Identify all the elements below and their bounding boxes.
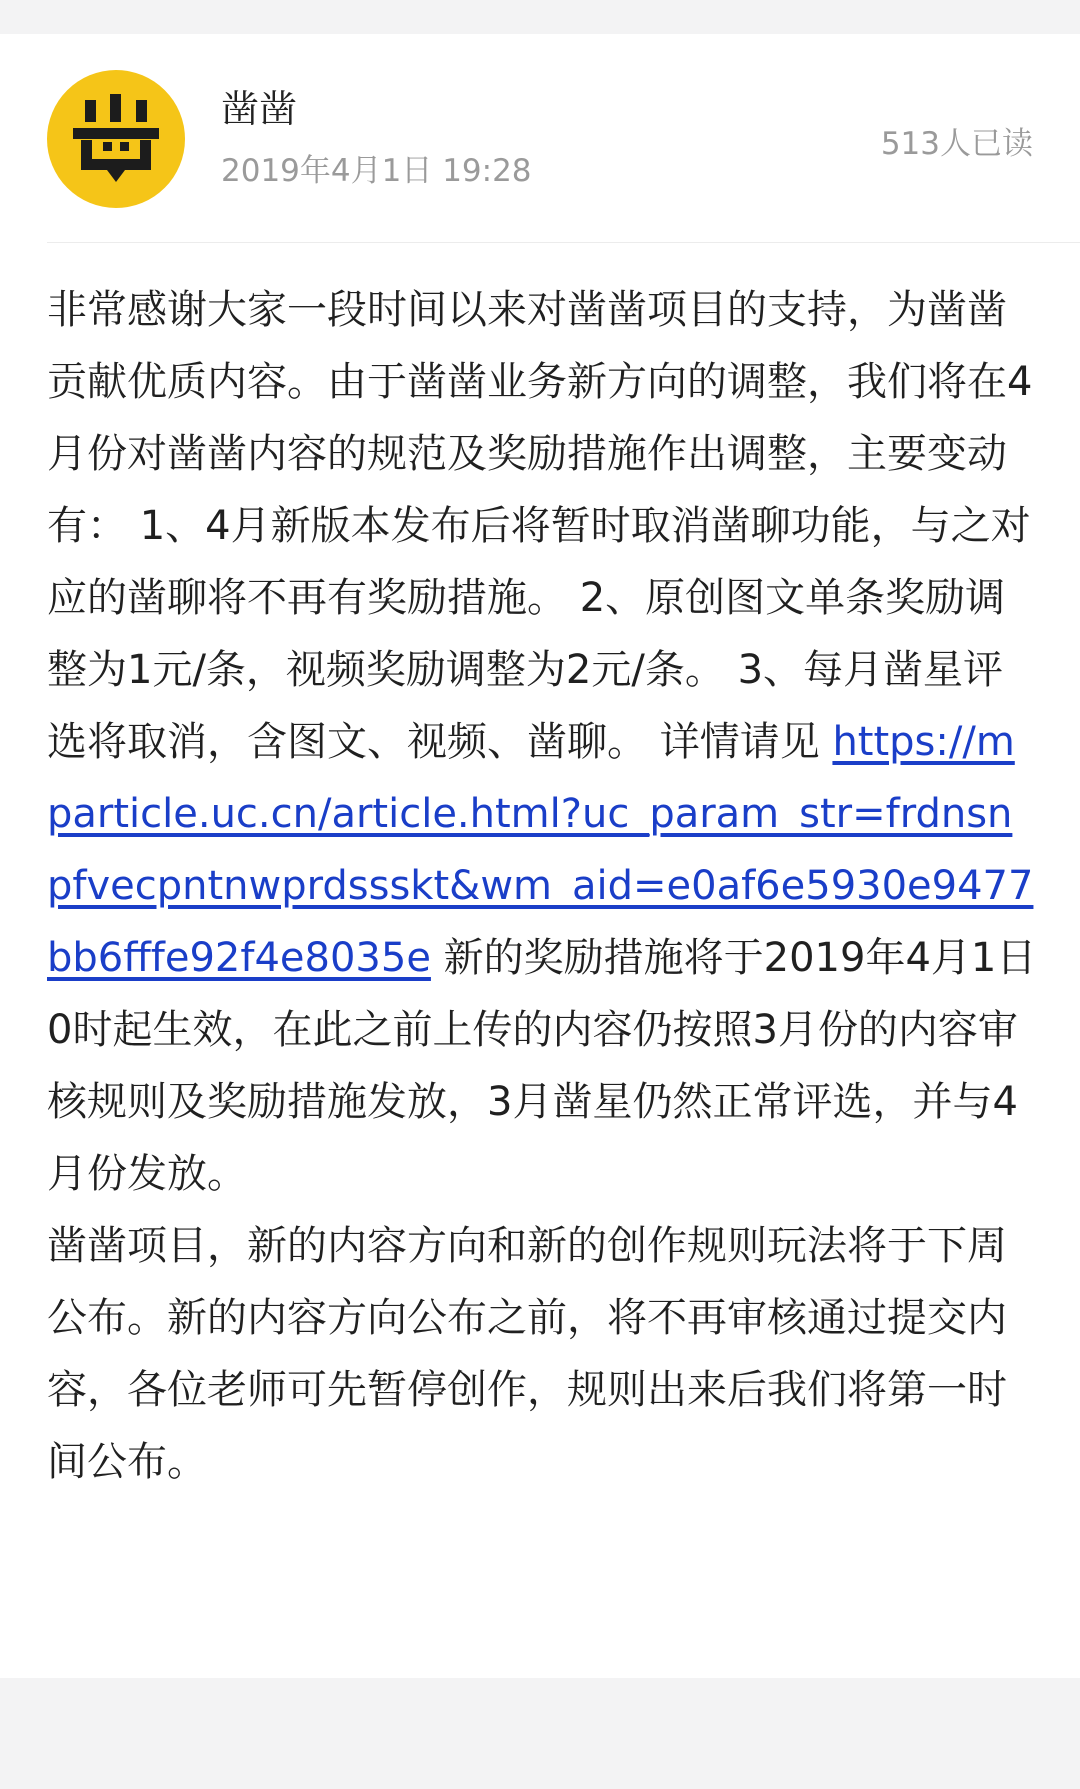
article-paragraph [47, 274, 1037, 1210]
details-link[interactable]: https://mparticle.uc.cn/article.html?uc_param_str=frdnsnpfvecpntnwprdssskt&wm_aid=e0af6e5930e9477bb6fffe92f4e8035e [47, 719, 1034, 981]
article-paragraph: 凿凿项目，新的内容方向和新的创作规则玩法将于下周公布。新的内容方向公布之前，将不再审核通过提交内容，各位老师可先暂停创作，规则出来后我们将第一时间公布。 [47, 1223, 1007, 1485]
article-body [47, 274, 1037, 1498]
post-timestamp: 2019年4月1日 19:28 [221, 153, 532, 189]
paragraph-text: 非常感谢大家一段时间以来对凿凿项目的支持，为凿凿贡献优质内容。由于凿凿业务新方向的调整，我们将在4月份对凿凿内容的规范及奖励措施作出调整，主要变动有： 1、4月新版本发布后将暂时取消凿聊功能，与之对应的凿聊将不再有奖励措施。 2、原创图文单条奖励调整为1元/条，视频奖励调整为2元/条。 3、每月凿星评选将取消，含图文、视频、凿聊。 详情请见 [47, 287, 1033, 765]
post-header [47, 34, 1080, 243]
zaozao-logo-icon [47, 70, 185, 208]
read-count: 513人已读 [880, 126, 1033, 162]
avatar[interactable] [47, 70, 185, 208]
post-card [0, 34, 1080, 1678]
paragraph-text: 新的奖励措施将于2019年4月1日0时起生效，在此之前上传的内容仍按照3月份的内容审核规则及奖励措施发放，3月凿星仍然正常评选，并与4月份发放。 [47, 935, 1037, 1197]
author-name[interactable]: 凿凿 [221, 87, 298, 131]
